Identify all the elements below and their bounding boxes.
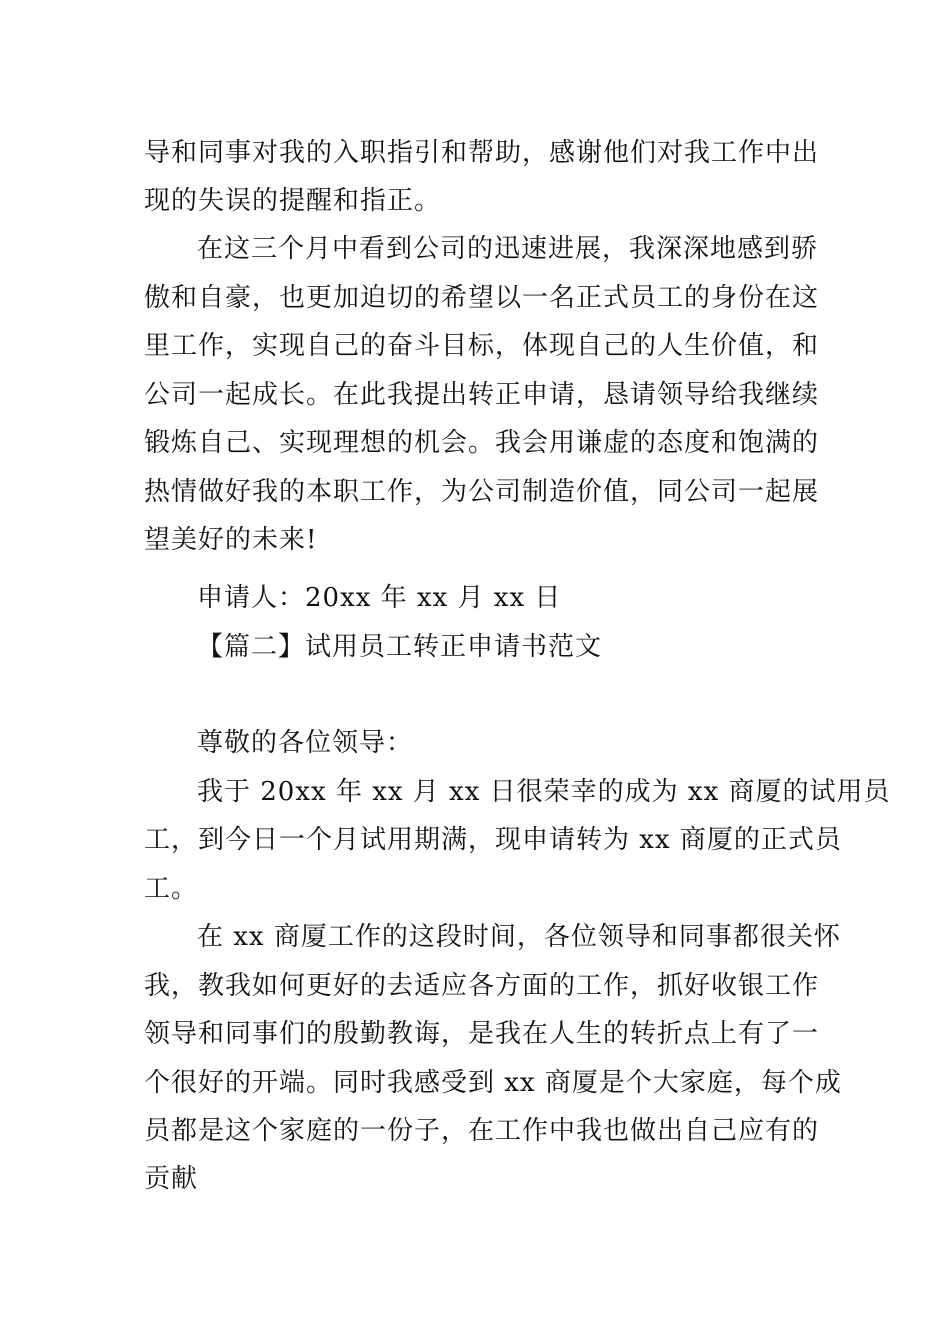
- text-line: 导和同事对我的入职指引和帮助，感谢他们对我工作中出: [144, 138, 820, 168]
- paragraph-start-line: 我于 20xx 年 xx 月 xx 日很荣幸的成为 xx 商厦的试用员: [197, 777, 891, 807]
- text-line: 领导和同事们的殷勤教诲，是我在人生的转折点上有了一: [144, 1019, 820, 1049]
- text-line: 里工作，实现自己的奋斗目标，体现自己的人生价值，和: [144, 331, 820, 361]
- text-line: 个很好的开端。同时我感受到 xx 商厦是个大家庭，每个成: [144, 1068, 842, 1098]
- text-line: 望美好的未来!: [144, 525, 318, 555]
- text-line: 员都是这个家庭的一份子，在工作中我也做出自己应有的: [144, 1116, 820, 1146]
- text-line: 公司一起成长。在此我提出转正申请，恳请领导给我继续: [144, 380, 820, 410]
- text-line: 热情做好我的本职工作，为公司制造价值，同公司一起展: [144, 477, 820, 507]
- text-line: 我，教我如何更好的去适应各方面的工作，抓好收银工作: [144, 971, 820, 1001]
- applicant-signature-line: 申请人：20xx 年 xx 月 xx 日: [197, 583, 562, 613]
- text-line: 工，到今日一个月试用期满，现申请转为 xx 商厦的正式员: [144, 825, 842, 855]
- text-line: 锻炼自己、实现理想的机会。我会用谦虚的态度和饱满的: [144, 428, 820, 458]
- section-heading: 【篇二】试用员工转正申请书范文: [197, 632, 603, 662]
- salutation: 尊敬的各位领导：: [197, 728, 414, 758]
- paragraph-start-line: 在这三个月中看到公司的迅速进展，我深深地感到骄: [197, 234, 819, 264]
- text-line: 傲和自豪，也更加迫切的希望以一名正式员工的身份在这: [144, 283, 820, 313]
- text-line: 贡献: [144, 1164, 199, 1194]
- text-line: 现的失误的提醒和指正。: [144, 186, 442, 216]
- text-line: 工。: [144, 874, 199, 904]
- paragraph-start-line: 在 xx 商厦工作的这段时间，各位领导和同事都很关怀: [197, 922, 841, 952]
